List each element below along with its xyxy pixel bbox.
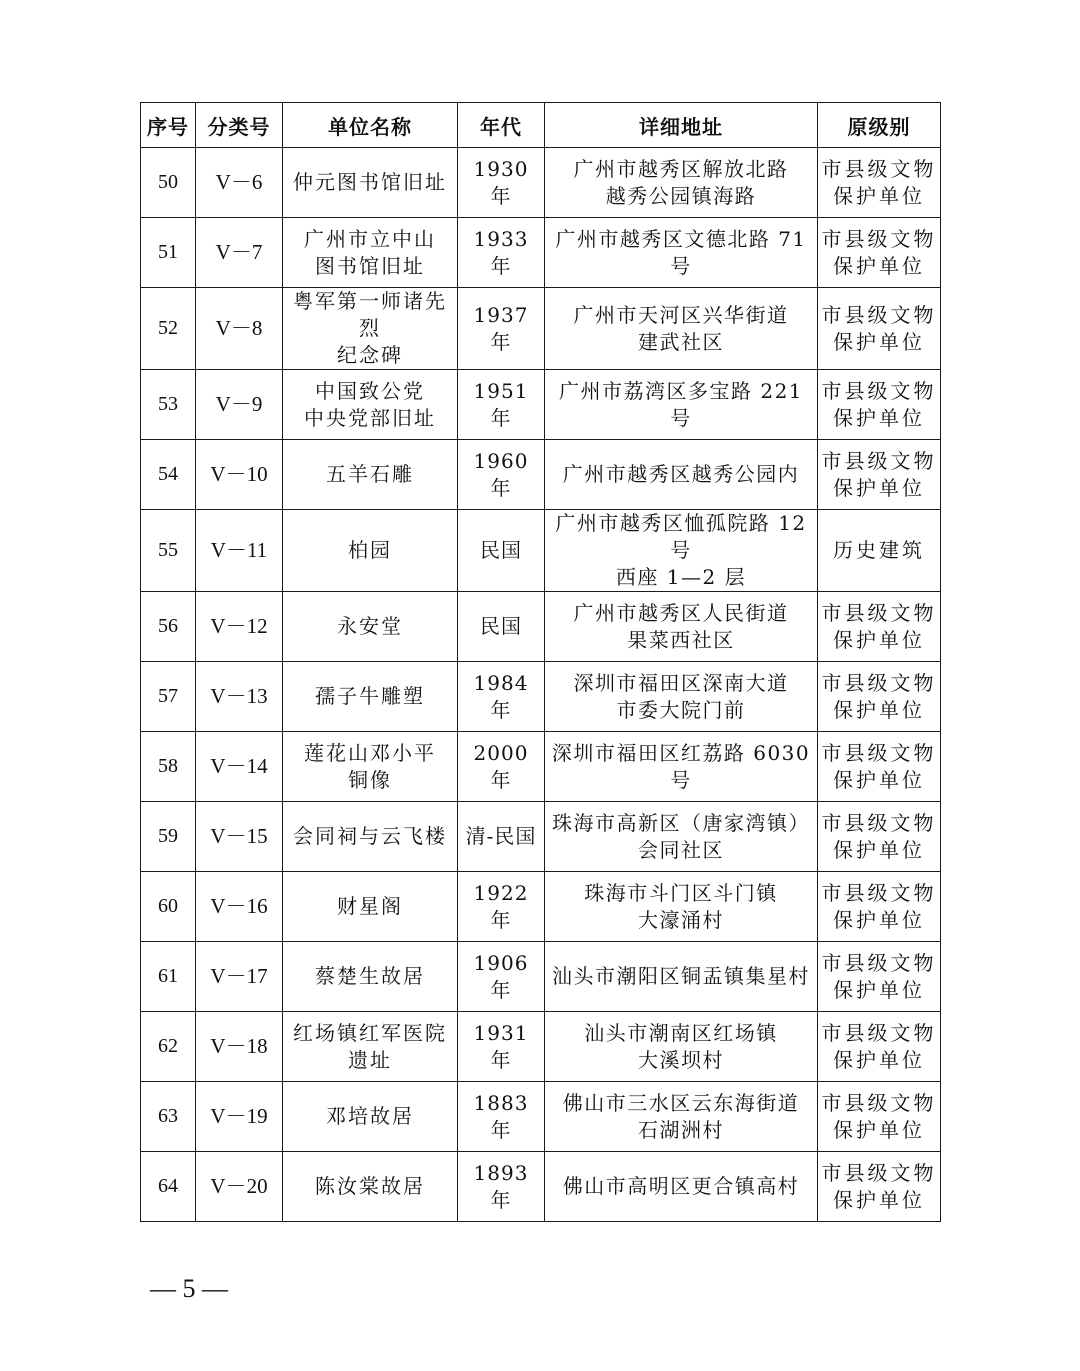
table-row [141, 148, 941, 218]
level-cell-line: 市县级文物 [821, 950, 937, 975]
seq-cell: 58 [141, 732, 196, 802]
era-cell: 1931 年 [458, 1012, 545, 1082]
code-cell: V－18 [196, 1012, 283, 1082]
name-cell-line: 铜像 [348, 767, 392, 792]
code-cell: V－17 [196, 942, 283, 1012]
seq-cell: 63 [141, 1082, 196, 1152]
level-cell [818, 510, 941, 592]
name-cell-line: 财星阁 [337, 894, 403, 918]
name-cell-line: 孺子牛雕塑 [315, 684, 425, 708]
header-name: 单位名称 [283, 103, 458, 148]
name-cell-line: 蔡楚生故居 [315, 964, 425, 988]
level-cell-line: 市县级文物 [821, 156, 937, 181]
level-cell-line: 历史建筑 [833, 538, 925, 562]
seq-cell: 61 [141, 942, 196, 1012]
code-cell: V－14 [196, 732, 283, 802]
address-cell-line: 深圳市福田区深南大道 [573, 670, 789, 695]
level-cell-line: 保护单位 [833, 1117, 925, 1142]
seq-cell: 56 [141, 592, 196, 662]
level-cell [818, 148, 941, 218]
seq-cell: 62 [141, 1012, 196, 1082]
era-cell: 清-民国 [458, 802, 545, 872]
era-cell: 1906 年 [458, 942, 545, 1012]
table-body [141, 148, 941, 1222]
address-cell-line: 大溪坝村 [638, 1047, 724, 1072]
address-cell [545, 1152, 818, 1222]
code-cell: V－19 [196, 1082, 283, 1152]
level-cell-line: 保护单位 [833, 977, 925, 1002]
code-cell: V－6 [196, 148, 283, 218]
name-cell-line: 莲花山邓小平 [304, 740, 436, 765]
address-cell [545, 802, 818, 872]
era-cell: 2000 年 [458, 732, 545, 802]
address-cell-line: 广州市越秀区文德北路 71 号 [555, 226, 807, 278]
level-cell-line: 市县级文物 [821, 302, 937, 327]
seq-cell: 64 [141, 1152, 196, 1222]
table-row [141, 802, 941, 872]
address-cell [545, 288, 818, 370]
header-address: 详细地址 [545, 103, 818, 148]
level-cell [818, 802, 941, 872]
level-cell-line: 保护单位 [833, 475, 925, 500]
level-cell-line: 市县级文物 [821, 378, 937, 403]
code-cell: V－15 [196, 802, 283, 872]
address-cell [545, 662, 818, 732]
name-cell [283, 510, 458, 592]
name-cell [283, 872, 458, 942]
address-cell-line: 深圳市福田区红荔路 6030 号 [551, 740, 811, 792]
name-cell-line: 广州市立中山 [304, 226, 436, 251]
name-cell [283, 1012, 458, 1082]
level-cell-line: 保护单位 [833, 405, 925, 430]
seq-cell: 52 [141, 288, 196, 370]
era-cell: 1960 年 [458, 440, 545, 510]
header-era: 年代 [458, 103, 545, 148]
name-cell [283, 148, 458, 218]
level-cell-line: 保护单位 [833, 329, 925, 354]
level-cell [818, 218, 941, 288]
seq-cell: 55 [141, 510, 196, 592]
level-cell [818, 440, 941, 510]
seq-cell: 53 [141, 370, 196, 440]
page-number: — 5 — [150, 1274, 228, 1303]
address-cell-line: 会同社区 [638, 837, 724, 862]
level-cell [818, 1082, 941, 1152]
level-cell-line: 市县级文物 [821, 880, 937, 905]
seq-cell: 57 [141, 662, 196, 732]
level-cell-line: 保护单位 [833, 253, 925, 278]
address-cell-line: 果菜西社区 [627, 627, 735, 652]
address-cell [545, 218, 818, 288]
table-row [141, 510, 941, 592]
address-cell-line: 佛山市三水区云东海街道 [562, 1090, 800, 1115]
name-cell-line: 图书馆旧址 [315, 253, 425, 278]
address-cell-line: 大濠涌村 [638, 907, 724, 932]
seq-cell: 60 [141, 872, 196, 942]
name-cell [283, 942, 458, 1012]
level-cell-line: 保护单位 [833, 907, 925, 932]
era-cell: 民国 [458, 510, 545, 592]
address-cell-line: 石湖洲村 [638, 1117, 724, 1142]
address-cell-line: 西座 1—2 层 [615, 565, 747, 589]
address-cell-line: 广州市荔湾区多宝路 221 号 [558, 378, 804, 430]
name-cell-line: 永安堂 [337, 614, 403, 638]
address-cell-line: 市委大院门前 [616, 697, 746, 722]
level-cell-line: 保护单位 [833, 627, 925, 652]
level-cell [818, 592, 941, 662]
address-cell [545, 592, 818, 662]
level-cell [818, 662, 941, 732]
address-cell [545, 148, 818, 218]
name-cell [283, 218, 458, 288]
level-cell [818, 732, 941, 802]
level-cell-line: 市县级文物 [821, 600, 937, 625]
name-cell-line: 柏园 [348, 538, 392, 562]
address-cell-line: 广州市天河区兴华街道 [573, 302, 789, 327]
table-row [141, 872, 941, 942]
name-cell-line: 遗址 [348, 1047, 392, 1072]
era-cell: 1937 年 [458, 288, 545, 370]
header-seq: 序号 [141, 103, 196, 148]
address-cell-line: 佛山市高明区更合镇高村 [562, 1174, 800, 1198]
level-cell-line: 市县级文物 [821, 448, 937, 473]
address-cell [545, 732, 818, 802]
header-level: 原级别 [818, 103, 941, 148]
level-cell [818, 942, 941, 1012]
level-cell-line: 市县级文物 [821, 740, 937, 765]
address-cell [545, 1012, 818, 1082]
address-cell-line: 越秀公园镇海路 [605, 183, 757, 208]
code-cell: V－12 [196, 592, 283, 662]
level-cell-line: 市县级文物 [821, 1020, 937, 1045]
era-cell: 1922 年 [458, 872, 545, 942]
address-cell [545, 942, 818, 1012]
address-cell-line: 广州市越秀区人民街道 [573, 600, 789, 625]
table-row [141, 440, 941, 510]
name-cell [283, 1082, 458, 1152]
level-cell-line: 保护单位 [833, 767, 925, 792]
era-cell: 1893 年 [458, 1152, 545, 1222]
table-row [141, 1012, 941, 1082]
address-cell-line: 珠海市高新区（唐家湾镇） [552, 810, 810, 835]
table-header-row [141, 103, 941, 148]
name-cell-line: 陈汝棠故居 [315, 1174, 425, 1198]
level-cell [818, 872, 941, 942]
level-cell [818, 1012, 941, 1082]
level-cell-line: 保护单位 [833, 697, 925, 722]
era-cell: 1984 年 [458, 662, 545, 732]
address-cell [545, 370, 818, 440]
name-cell-line: 粤军第一师诸先烈 [293, 289, 447, 340]
name-cell [283, 802, 458, 872]
name-cell [283, 732, 458, 802]
era-cell: 1951 年 [458, 370, 545, 440]
address-cell-line: 建武社区 [638, 329, 724, 354]
address-cell [545, 510, 818, 592]
seq-cell: 54 [141, 440, 196, 510]
level-cell-line: 市县级文物 [821, 1160, 937, 1185]
era-cell: 民国 [458, 592, 545, 662]
name-cell [283, 662, 458, 732]
table-row [141, 942, 941, 1012]
address-cell-line: 广州市越秀区越秀公园内 [562, 462, 800, 486]
table-row [141, 1082, 941, 1152]
code-cell: V－9 [196, 370, 283, 440]
name-cell-line: 会同祠与云飞楼 [293, 824, 447, 848]
level-cell-line: 保护单位 [833, 183, 925, 208]
address-cell [545, 440, 818, 510]
era-cell: 1883 年 [458, 1082, 545, 1152]
address-cell-line: 珠海市斗门区斗门镇 [584, 880, 778, 905]
code-cell: V－20 [196, 1152, 283, 1222]
name-cell-line: 仲元图书馆旧址 [293, 170, 447, 194]
era-cell: 1933 年 [458, 218, 545, 288]
table-row [141, 592, 941, 662]
code-cell: V－11 [196, 510, 283, 592]
level-cell-line: 保护单位 [833, 1047, 925, 1072]
code-cell: V－10 [196, 440, 283, 510]
address-cell-line: 广州市越秀区解放北路 [573, 156, 789, 181]
name-cell-line: 中国致公党 [315, 378, 425, 403]
code-cell: V－16 [196, 872, 283, 942]
level-cell [818, 1152, 941, 1222]
level-cell-line: 市县级文物 [821, 1090, 937, 1115]
table-row [141, 662, 941, 732]
header-code: 分类号 [196, 103, 283, 148]
level-cell-line: 保护单位 [833, 837, 925, 862]
name-cell-line: 红场镇红军医院 [293, 1020, 447, 1045]
seq-cell: 51 [141, 218, 196, 288]
level-cell [818, 370, 941, 440]
table-row [141, 1152, 941, 1222]
seq-cell: 59 [141, 802, 196, 872]
level-cell-line: 保护单位 [833, 1187, 925, 1212]
table-row [141, 370, 941, 440]
seq-cell: 50 [141, 148, 196, 218]
address-cell-line: 广州市越秀区恤孤院路 12 号 [555, 511, 807, 562]
era-cell: 1930 年 [458, 148, 545, 218]
address-cell-line: 汕头市潮南区红场镇 [584, 1020, 778, 1045]
code-cell: V－13 [196, 662, 283, 732]
level-cell-line: 市县级文物 [821, 670, 937, 695]
code-cell: V－8 [196, 288, 283, 370]
address-cell-line: 汕头市潮阳区铜盂镇集星村 [552, 964, 810, 988]
level-cell-line: 市县级文物 [821, 810, 937, 835]
address-cell [545, 872, 818, 942]
name-cell-line: 五羊石雕 [326, 462, 414, 486]
address-cell [545, 1082, 818, 1152]
table-row [141, 732, 941, 802]
name-cell [283, 1152, 458, 1222]
table-row [141, 218, 941, 288]
heritage-table [140, 102, 941, 1222]
level-cell-line: 市县级文物 [821, 226, 937, 251]
name-cell [283, 288, 458, 370]
name-cell-line: 邓培故居 [326, 1104, 414, 1128]
table-row [141, 288, 941, 370]
name-cell [283, 592, 458, 662]
level-cell [818, 288, 941, 370]
name-cell [283, 440, 458, 510]
name-cell [283, 370, 458, 440]
name-cell-line: 纪念碑 [337, 343, 403, 367]
name-cell-line: 中央党部旧址 [304, 405, 436, 430]
code-cell: V－7 [196, 218, 283, 288]
